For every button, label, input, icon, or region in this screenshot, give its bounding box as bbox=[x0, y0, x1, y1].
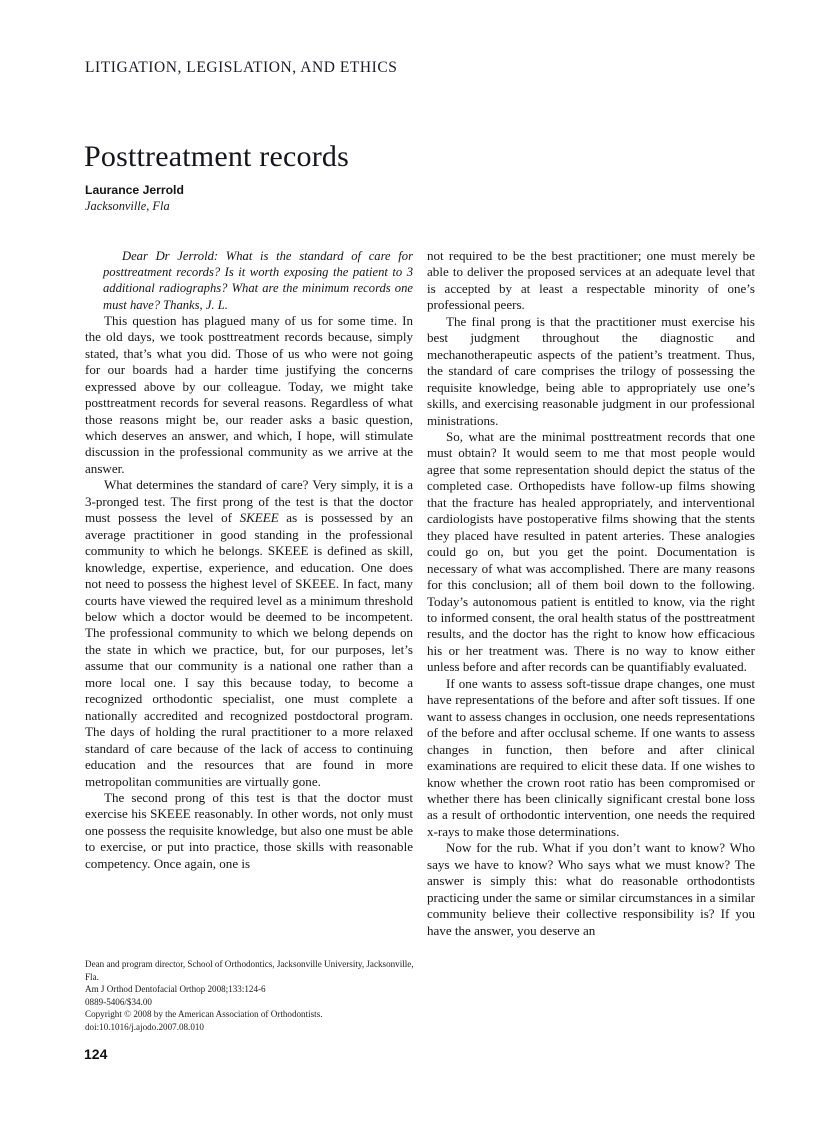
emphasis-skeee: SKEEE bbox=[239, 510, 279, 526]
paragraph: If one wants to assess soft-tissue drape changes, one must have representations of the before and after soft tissues. If one want to assess changes in occlusion, one needs representations of the before and after occlusal scheme. If one wants to assess changes in function, then before and after clinical examinations are required to elicit these data. If one wishes to know whether the crown root ratio has been compromised or whether there has been clinically significant crestal bone loss as a result of orthodontic intervention, one needs the required x-rays to make those determinations. bbox=[427, 675, 755, 839]
paragraph: The final prong is that the practitioner must exercise his best judgment throughout the diagnostic and mechanotherapeutic aspects of the patient’s treatment. Thus, the standard of care comprises the trilogy of possessing the requisite knowledge, being able to appropriately use one’s skills, and exercising reasonable judgment in our professional ministrations. bbox=[427, 313, 755, 428]
paragraph: Now for the rub. What if you don’t want to know? Who says we have to know? Who says what we must know? The answer is simply this: what do reasonable orthodontists practicing under the same or similar circumstances in a similar community believe their collective responsibility is? If you have the answer, you deserve an bbox=[427, 840, 755, 938]
footnote-copyright: Copyright © 2008 by the American Association of Orthodontists. bbox=[85, 1009, 323, 1020]
author-location: Jacksonville, Fla bbox=[85, 199, 170, 213]
paragraph: not required to be the best practitioner; one must merely be able to deliver the proposed services at an adequate level that is accepted by at least a respectable minority of one’s professional peers. bbox=[427, 248, 755, 313]
page-title: Posttreatment records bbox=[84, 140, 349, 174]
footnote-doi: doi:10.1016/j.ajodo.2007.08.010 bbox=[85, 1021, 204, 1032]
paragraph: What determines the standard of care? Very simply, it is a 3-pronged test. The first prong of the test is that the doctor must possess the level of SKEEE as is possessed by an average practitioner in good standing in the professional community to which he belongs. SKEEE is defined as skill, knowledge, expertise, experience, and education. One does not need to possess the highest level of SKEEE. In fact, many courts have viewed the required level as a minimum threshold below which a doctor would be deemed to be incompetent. The professional community to which we belong depends on the state in which we practice, but, for our purposes, let’s assume that our community is a national one rather than a more local one. I say this because today, to become a recognized orthodontic specialist, one must complete a nationally accredited and recognized postdoctoral program. The days of holding the rural practitioner to a more relaxed standard of care because of the lack of access to continuing education and the resources that are found in more metropolitan communities are virtually gone. bbox=[85, 477, 413, 789]
paragraph: The second prong of this test is that the doctor must exercise his SKEEE reasonably. In other words, not only must one possess the requisite knowledge, but also one must be able to exercise, or put into practice, those skills with reasonable competency. Once again, one is bbox=[85, 789, 413, 871]
author-name: Laurance Jerrold bbox=[85, 183, 184, 197]
page-number: 124 bbox=[84, 1046, 108, 1062]
footnote-block bbox=[85, 958, 415, 1034]
footnote-issn: 0889-5406/$34.00 bbox=[85, 996, 152, 1007]
reader-letter: Dear Dr Jerrold: What is the standard of care for posttreatment records? Is it worth exposing the patient to 3 additional radiographs? What are the minimum records one must have? Thanks, J. L. bbox=[103, 249, 413, 312]
footnote-affiliation: Dean and program director, School of Orthodontics, Jacksonville University, Jacksonville, Fla. bbox=[85, 959, 414, 982]
paragraph: So, what are the minimal posttreatment records that one must obtain? It would seem to me that most people would agree that some representation should depict the status of the completed case. Orthopedists have follow-up films showing that the fracture has healed appropriately, and interventional cardiologists have postoperative films showing that the stents they placed have resulted in patent arteries. These analogies could go on, but you get the point. Documentation is necessary of what was accomplished. There are many reasons for this conclusion; all of them boil down to the following. Today’s autonomous patient is entitled to know, via the right to informed consent, the oral health status of the posttreatment results, and the doctor has the right to know how efficacious his or her treatment was. There is no way to know either unless before and after records can be quantifiably evaluated. bbox=[427, 428, 755, 675]
section-header: LITIGATION, LEGISLATION, AND ETHICS bbox=[85, 59, 398, 76]
paragraph: This question has plagued many of us for some time. In the old days, we took posttreatment records because, simply stated, that’s what you did. Those of us who were not going for our boards had a harder time justifying the concerns expressed above by our colleague. Today, we might take posttreatment records for several reasons. Regardless of what those reasons might be, our reader asks a basic question, which deserves an answer, and which, I hope, will stimulate discussion in the professional community as we arrive at the answer. bbox=[85, 312, 413, 476]
column-right bbox=[427, 248, 755, 939]
footnote-citation: Am J Orthod Dentofacial Orthop 2008;133:124-6 bbox=[85, 984, 266, 995]
column-left bbox=[85, 248, 413, 872]
